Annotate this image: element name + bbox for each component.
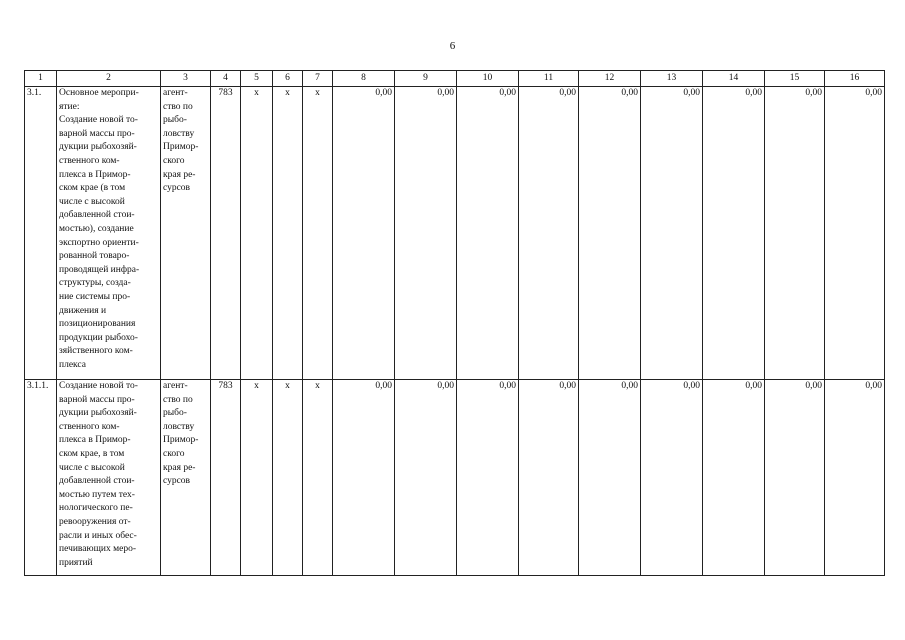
column-header: 14	[703, 71, 765, 87]
value-cell: 0,00	[641, 87, 703, 380]
column-header: 11	[519, 71, 579, 87]
code-cell: x	[241, 380, 273, 576]
column-header: 5	[241, 71, 273, 87]
column-header: 1	[25, 71, 57, 87]
value-cell: 0,00	[703, 380, 765, 576]
value-cell: 0,00	[333, 380, 395, 576]
code-cell: x	[273, 87, 303, 380]
column-header: 10	[457, 71, 519, 87]
value-cell: 0,00	[395, 380, 457, 576]
table-row	[25, 380, 885, 576]
code-cell: x	[303, 380, 333, 576]
value-cell: 0,00	[703, 87, 765, 380]
column-header: 9	[395, 71, 457, 87]
column-header: 3	[161, 71, 211, 87]
column-header: 7	[303, 71, 333, 87]
column-header: 16	[825, 71, 885, 87]
row-index: 3.1.	[25, 87, 57, 380]
code-cell: x	[303, 87, 333, 380]
value-cell: 0,00	[825, 380, 885, 576]
page-number: 6	[449, 40, 456, 52]
column-header: 12	[579, 71, 641, 87]
column-header: 4	[211, 71, 241, 87]
value-cell: 0,00	[765, 380, 825, 576]
value-cell: 0,00	[457, 87, 519, 380]
value-cell: 0,00	[641, 380, 703, 576]
code-cell: x	[273, 380, 303, 576]
activity-name: Создание новой то- варной массы про- дукции рыбохозяй- ственного ком- плекса в Примор- ском крае, в том числе с высокой добавленной стои- мостью путем тех- нологического пе- ревооружения от- расли и иных обес- печивающих меро- приятий	[57, 380, 161, 576]
value-cell: 0,00	[519, 87, 579, 380]
program-table	[24, 70, 885, 576]
value-cell: 0,00	[395, 87, 457, 380]
value-cell: 0,00	[457, 380, 519, 576]
budget-code: 783	[211, 87, 241, 380]
value-cell: 0,00	[579, 380, 641, 576]
executor: агент- ство по рыбо- ловству Примор- ского края ре- сурсов	[161, 87, 211, 380]
row-index: 3.1.1.	[25, 380, 57, 576]
column-header: 13	[641, 71, 703, 87]
budget-code: 783	[211, 380, 241, 576]
table-row	[25, 87, 885, 380]
value-cell: 0,00	[519, 380, 579, 576]
activity-name: Основное меропри- ятие: Создание новой то- варной массы про- дукции рыбохозяй- ственного ком- плекса в Примор- ском крае (в том числе с высокой добавленной стои- мостью), создание экспортно ориенти- рованной товаро- проводящей инфра- структуры, созда- ние системы про- движения и позиционирования продукции рыбохо- зяйственного ком- плекса	[57, 87, 161, 380]
column-header: 2	[57, 71, 161, 87]
code-cell: x	[241, 87, 273, 380]
column-number-row	[25, 71, 885, 87]
value-cell: 0,00	[825, 87, 885, 380]
column-header: 8	[333, 71, 395, 87]
value-cell: 0,00	[333, 87, 395, 380]
column-header: 15	[765, 71, 825, 87]
executor: агент- ство по рыбо- ловству Примор- ского края ре- сурсов	[161, 380, 211, 576]
value-cell: 0,00	[579, 87, 641, 380]
column-header: 6	[273, 71, 303, 87]
value-cell: 0,00	[765, 87, 825, 380]
